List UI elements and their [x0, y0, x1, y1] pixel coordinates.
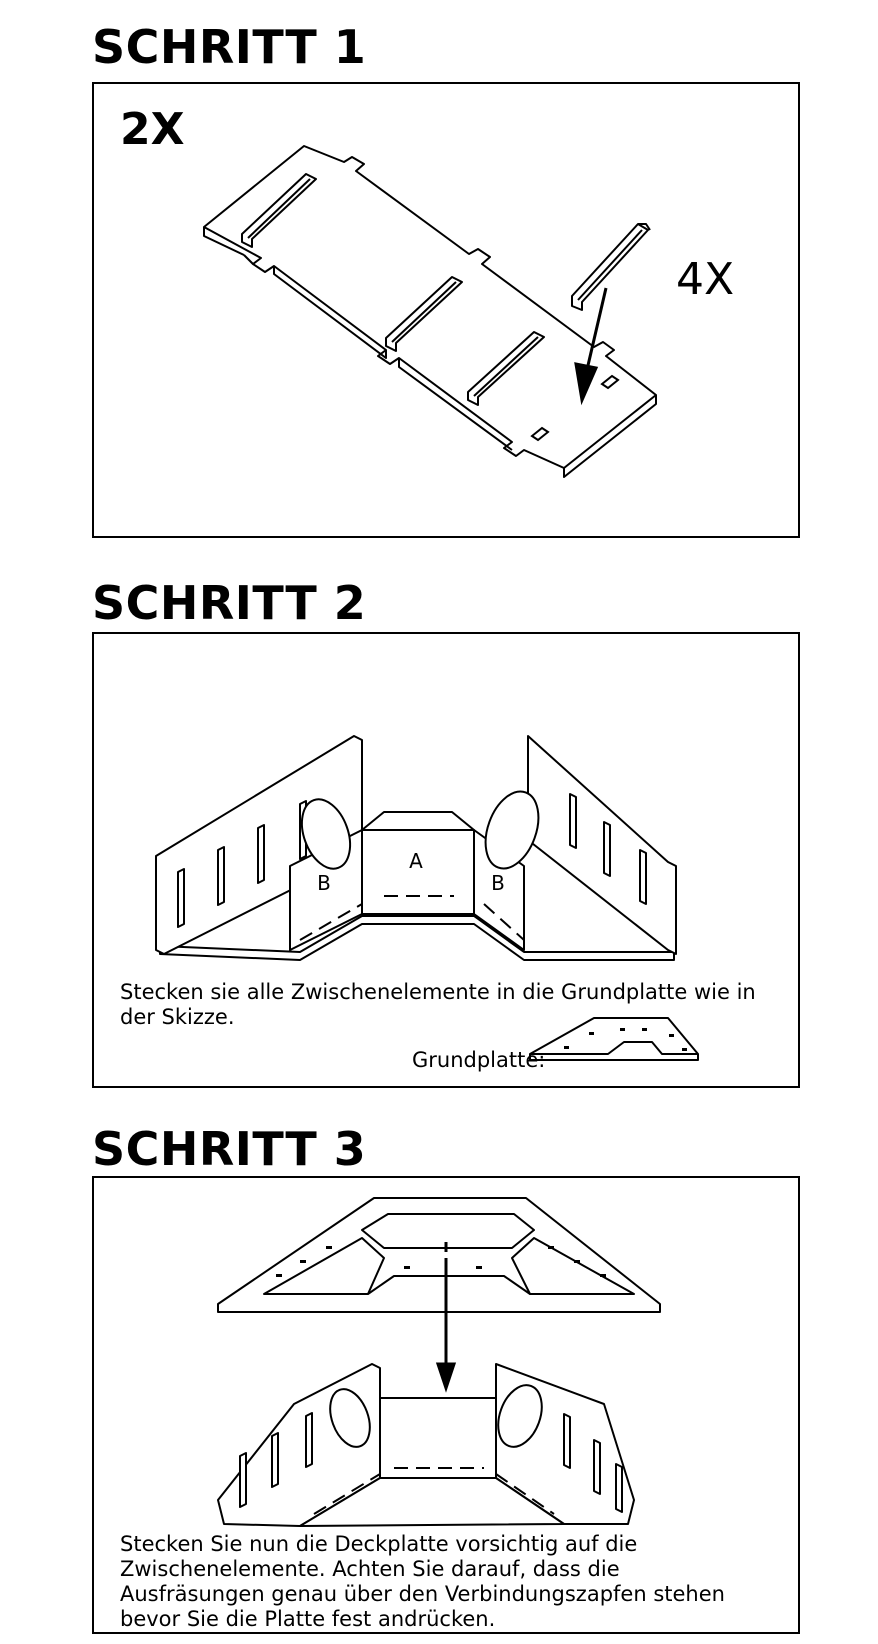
step-3-panel: [92, 1176, 800, 1634]
step-1-panel: [92, 82, 800, 538]
step-3-instruction: Stecken Sie nun die Deckplatte vorsichtig auf die Zwischenelemente. Achten Sie darauf, dass die Ausfräsungen genau über den Verbindungszapfen stehen bevor Sie die Platte fest andrücken.: [120, 1532, 725, 1631]
step-1-title: SCHRITT 1: [92, 20, 367, 74]
right-wall: [528, 736, 676, 954]
rail-quantity: 4X: [676, 254, 735, 305]
plate-quantity: 2X: [120, 104, 185, 155]
base-plate-label: Grundplatte:: [412, 1048, 546, 1072]
step-2-title: SCHRITT 2: [92, 576, 367, 630]
top-plate-cutout-center: [362, 1214, 534, 1248]
step-3-title: SCHRITT 3: [92, 1122, 367, 1176]
part-label-b-left: B: [317, 871, 331, 895]
step-2-instruction: Stecken sie alle Zwischenelemente in die Grundplatte wie in der Skizze.: [120, 980, 756, 1029]
plate-assembly-illustration: [94, 84, 798, 536]
frame-center: [380, 1398, 496, 1478]
part-label-b-right: B: [491, 871, 505, 895]
part-label-a: A: [409, 849, 423, 873]
step-2-panel: [92, 632, 800, 1088]
base-plate-outline: [160, 916, 674, 960]
